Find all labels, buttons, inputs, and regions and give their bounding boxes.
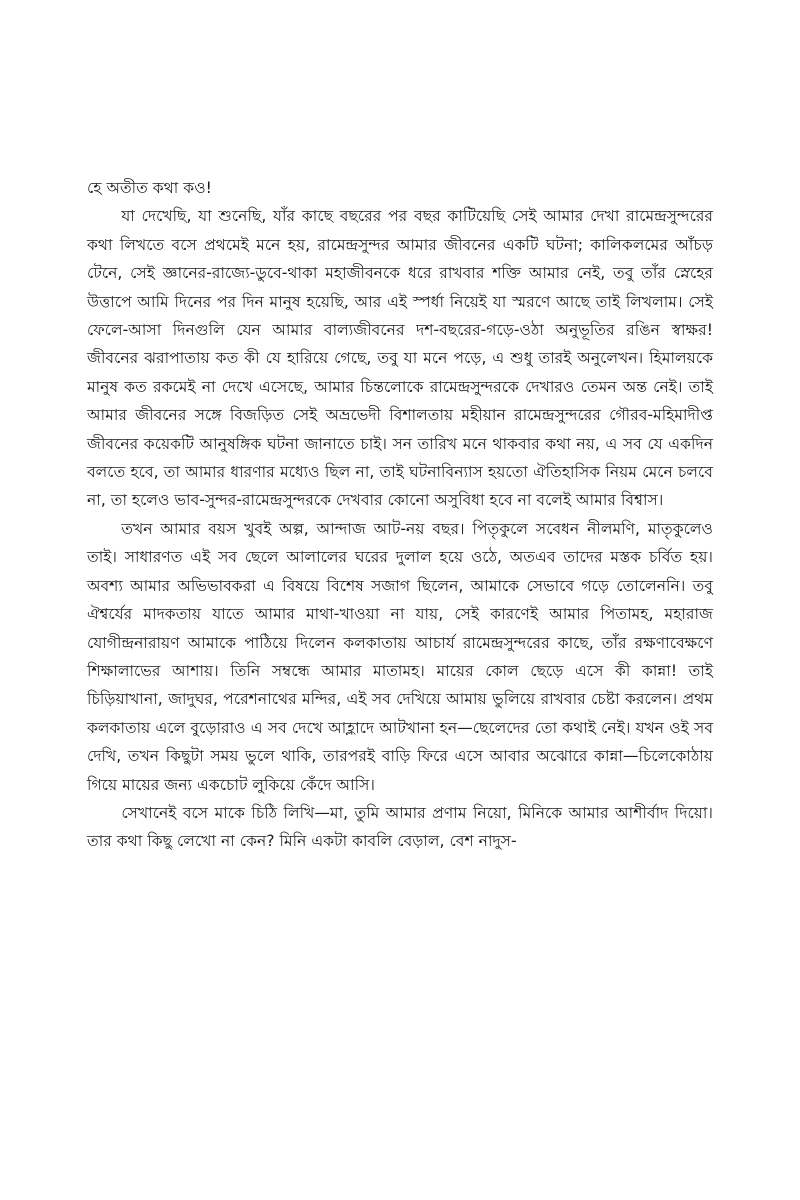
paragraph-3: সেখানেই বসে মাকে চিঠি লিখি—মা, তুমি আমার প্রণাম নিয়ো, মিনিকে আমার আশীর্বাদ দিয়ো। তার কথা কিছু লেখো না কেন? মিনি একটা কাবলি বেড়াল, বেশ নাদুস- [87,803,713,851]
opening-line: হে অতীত কথা কও! [87,179,212,197]
body-text [87,174,713,856]
paragraph-2: তখন আমার বয়স খুবই অল্প, আন্দাজ আট-নয় বছর। পিতৃকুলে সবেধন নীলমণি, মাতৃকুলেও তাই। সাধারণত এই সব ছেলে আলালের ঘরের দুলাল হয়ে ওঠে, অতএব তাদের মস্তক চর্বিত হয়। অবশ্য আমার অভিভাবকরা এ বিষয়ে বিশেষ সজাগ ছিলেন, আমাকে সেভাবে গড়ে তোলেননি। তবু ঐশ্বর্যের মাদকতায় যাতে আমার মাথা-খাওয়া না যায়, সেই কারণেই আমার পিতামহ, মহারাজ যোগীন্দ্রনারায়ণ আমাকে পাঠিয়ে দিলেন কলকাতায় আচার্য রামেন্দ্রসুন্দরের কাছে, তাঁর রক্ষণাবেক্ষণে শিক্ষালাভের আশায়। তিনি সম্বন্ধে আমার মাতামহ। মায়ের কোল ছেড়ে এসে কী কান্না! তাই চিড়িয়াখানা, জাদুঘর, পরেশনাথের মন্দির, এই সব দেখিয়ে আমায় ভুলিয়ে রাখবার চেষ্টা করলেন। প্রথম কলকাতায় এলে বুড়োরাও এ সব দেখে আহ্লাদে আটখানা হন—ছেলেদের তো কথাই নেই। যখন ওই সব দেখি, তখন কিছুটা সময় ভুলে থাকি, তারপরই বাড়ি ফিরে এসে আবার অঝোরে কান্না—চিলেকোঠায় গিয়ে মায়ের জন্য একচোট লুকিয়ে কেঁদে আসি। [87,519,713,794]
paragraph-1: যা দেখেছি, যা শুনেছি, যাঁর কাছে বছরের পর বছর কাটিয়েছি সেই আমার দেখা রামেন্দ্রসুন্দরের কথা লিখতে বসে প্রথমেই মনে হয়, রামেন্দ্রসুন্দর আমার জীবনের একটি ঘটনা; কালিকলমের আঁচড় টেনে, সেই জ্ঞানের-রাজ্যে-ডুবে-থাকা মহাজীবনকে ধরে রাখবার শক্তি আমার নেই, তবু তাঁর স্নেহের উত্তাপে আমি দিনের পর দিন মানুষ হয়েছি, আর এই স্পর্ধা নিয়েই যা স্মরণে আছে তাই লিখলাম। সেই ফেলে-আসা দিনগুলি যেন আমার বাল্যজীবনের দশ-বছরের-গড়ে-ওঠা অনুভূতির রঙিন স্বাক্ষর! জীবনের ঝরাপাতায় কত কী যে হারিয়ে গেছে, তবু যা মনে পড়ে, এ শুধু তারই অনুলেখন। হিমালয়কে মানুষ কত রকমেই না দেখে এসেছে, আমার চিন্তলোকে রামেন্দ্রসুন্দরকে দেখারও তেমন অন্ত নেই। তাই আমার জীবনের সঙ্গে বিজড়িত সেই অভ্রভেদী বিশালতায় মহীয়ান রামেন্দ্রসুন্দরের গৌরব-মহিমাদীপ্ত জীবনের কয়েকটি আনুষঙ্গিক ঘটনা জানাতে চাই। সন তারিখ মনে থাকবার কথা নয়, এ সব যে একদিন বলতে হবে, তা আমার ধারণার মধ্যেও ছিল না, তাই ঘটনাবিন্যাস হয়তো ঐতিহাসিক নিয়ম মেনে চলবে না, তা হলেও ভাব-সুন্দর-রামেন্দ্রসুন্দরকে দেখবার কোনো অসুবিধা হবে না বলেই আমার বিশ্বাস। [87,207,713,510]
